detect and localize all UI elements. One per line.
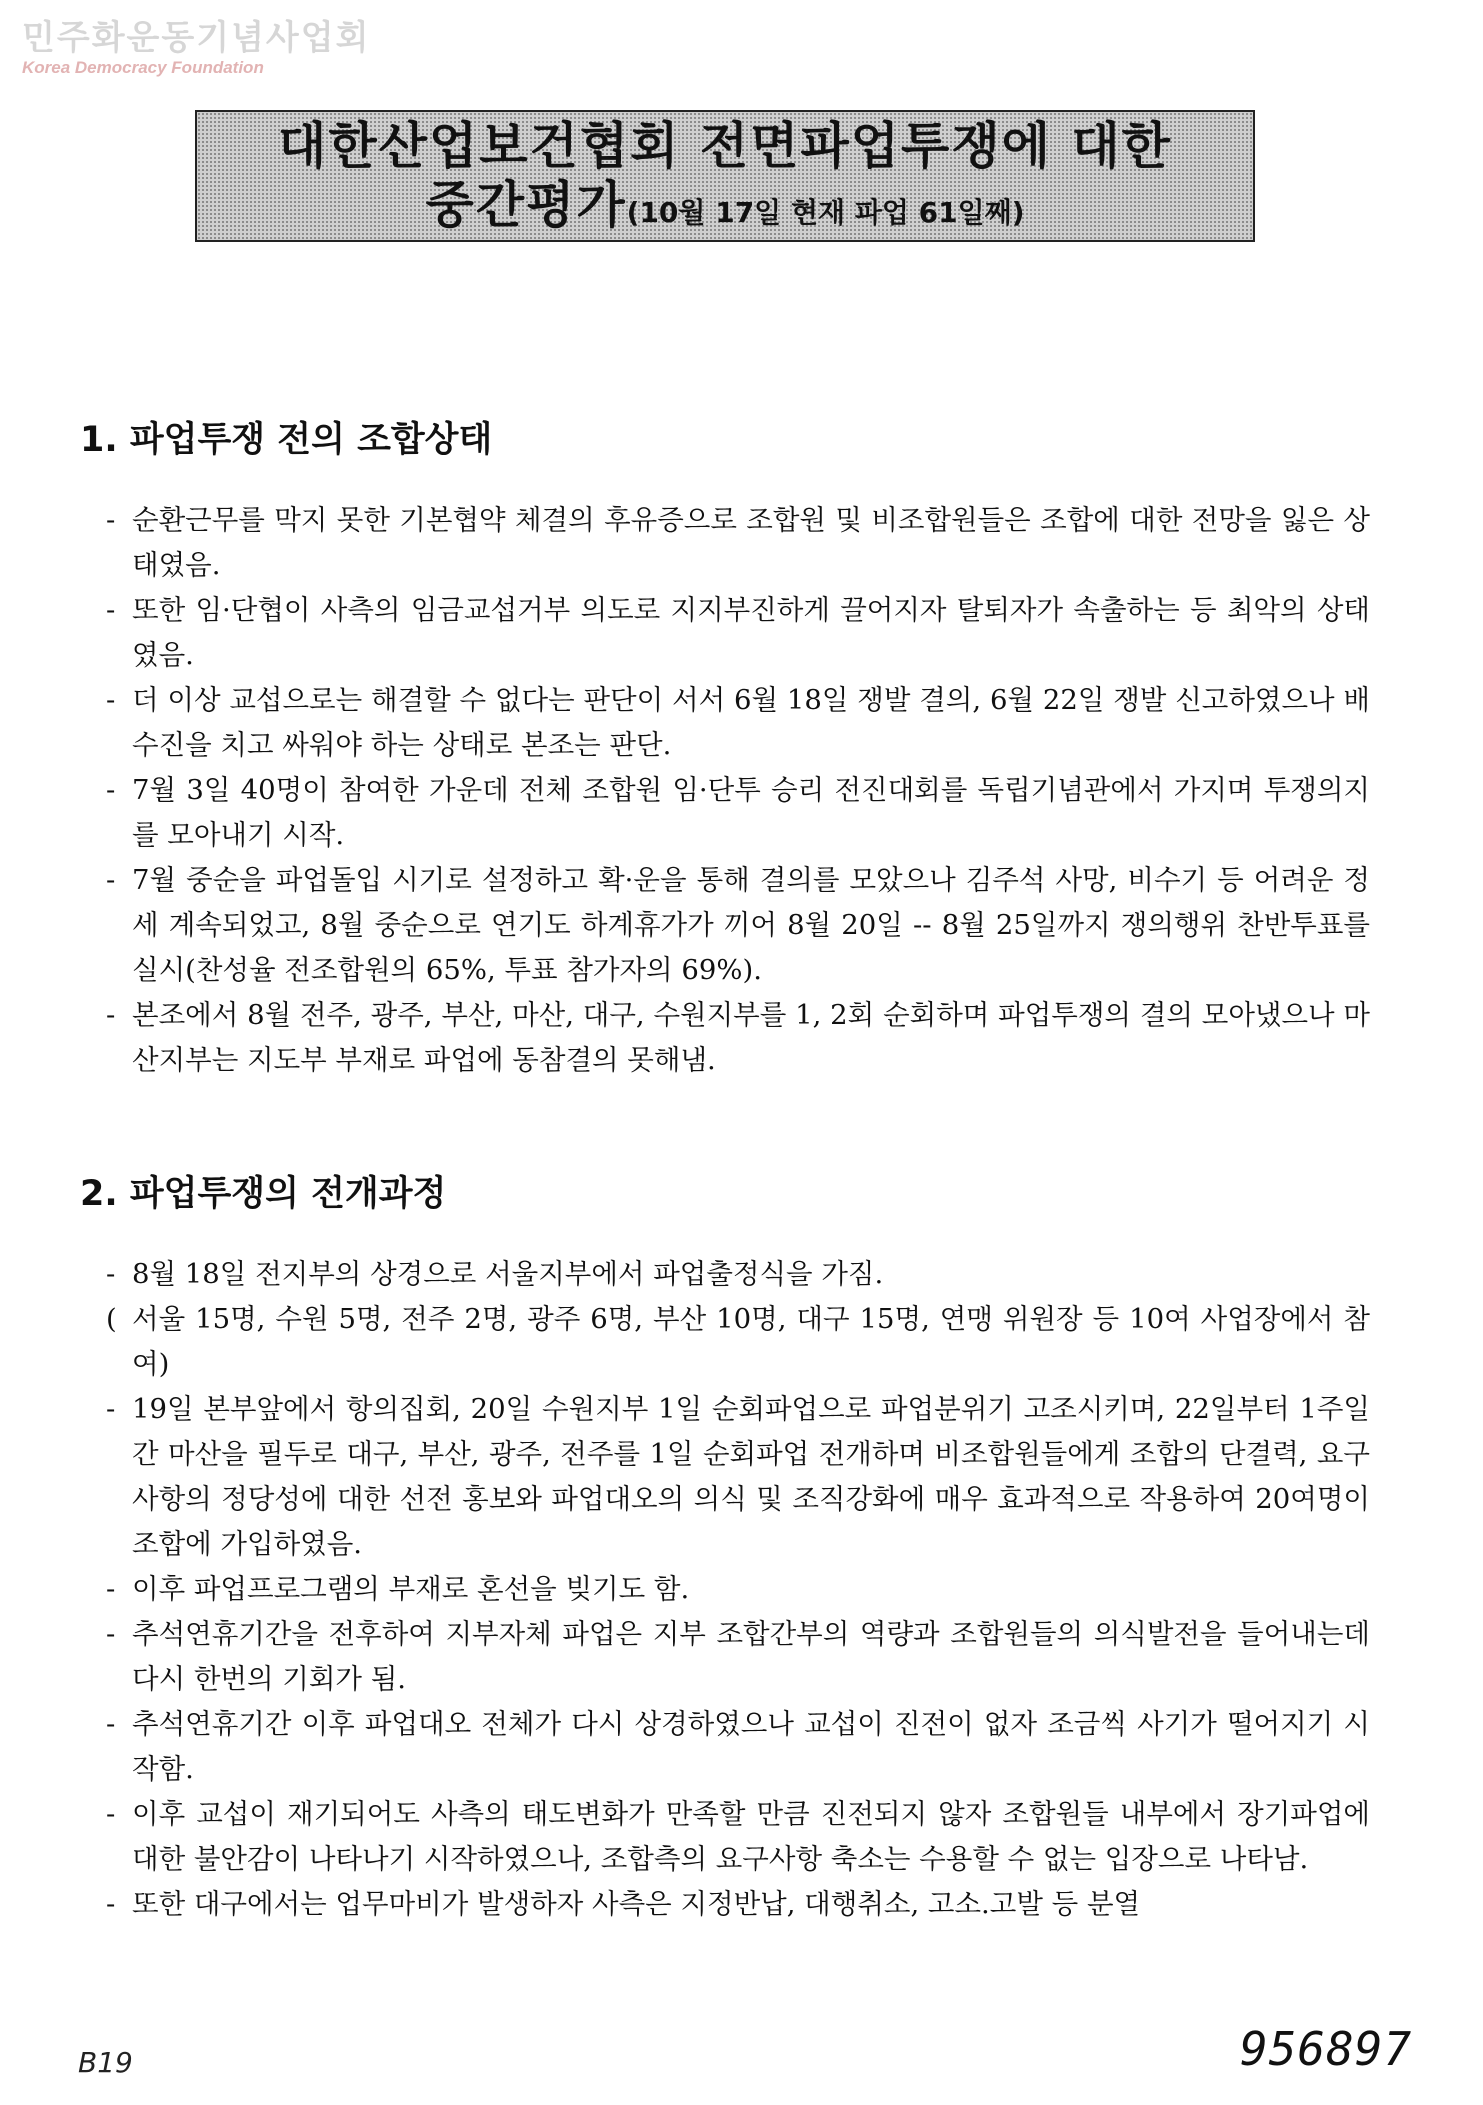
list-item: - 이후 파업프로그램의 부재로 혼선을 빚기도 함. (106, 1573, 690, 1605)
section-1 (80, 418, 1370, 1083)
document-number: 956897 (1240, 2022, 1413, 2076)
list-item: - 8월 18일 전지부의 상경으로 서울지부에서 파업출정식을 가짐. (106, 1258, 884, 1290)
section-2 (80, 1172, 1370, 1927)
title-line1: 대한산업보건협회 전면파업투쟁에 대한 (278, 117, 1172, 175)
section-2-items (80, 1252, 1370, 1927)
watermark (22, 18, 370, 78)
list-item: - 또한 대구에서는 업무마비가 발생하자 사측은 지정반납, 대행취소, 고소.고발 등 분열 (106, 1888, 1141, 1920)
list-item: - 7월 3일 40명이 참여한 가운데 전체 조합원 임·단투 승리 전진대회를 독립기념관에서 가지며 투쟁의지를 모아내기 시작. (106, 774, 1370, 851)
list-item: - 19일 본부앞에서 항의집회, 20일 수원지부 1일 순회파업으로 파업분위기 고조시키며, 22일부터 1주일간 마산을 필두로 대구, 부산, 광주, 전주를 1일 순회파업 전개하며 비조합원들에게 조합의 단결력, 요구사항의 정당성에 대한 선전 홍보와 파업대오의 의식 및 조직강화에 매우 효과적으로 작용하여 20여명이 조합에 가입하였음. (106, 1393, 1370, 1560)
list-item: - 7월 중순을 파업돌입 시기로 설정하고 확·운을 통해 결의를 모았으나 김주석 사망, 비수기 등 어려운 정세 계속되었고, 8월 중순으로 연기도 하계휴가가 끼어 8월 20일 -- 8월 25일까지 쟁의행위 찬반투표를 실시(찬성율 전조합원의 65%, 투표 참가자의 69%). (106, 864, 1370, 986)
title-line2 (197, 174, 1253, 244)
section-1-heading: 1. 파업투쟁 전의 조합상태 (80, 420, 493, 460)
list-item: - 또한 임·단협이 사측의 임금교섭거부 의도로 지지부진하게 끌어지자 탈퇴자가 속출하는 등 최악의 상태였음. (106, 594, 1370, 671)
list-item: - 순환근무를 막지 못한 기본협약 체결의 후유증으로 조합원 및 비조합원들은 조합에 대한 전망을 잃은 상태였음. (106, 504, 1370, 581)
title-box (195, 110, 1255, 242)
section-2-heading: 2. 파업투쟁의 전개과정 (80, 1174, 447, 1214)
page-code: B19 (78, 2046, 133, 2079)
watermark-korean: 민주화운동기념사업회 (22, 18, 371, 58)
title-subtitle: (10월 17일 현재 파업 61일째) (626, 196, 1025, 229)
list-item: - 이후 교섭이 재기되어도 사측의 태도변화가 만족할 만큼 진전되지 않자 조합원들 내부에서 장기파업에 대한 불안감이 나타나기 시작하였으나, 조합측의 요구사항 축소는 수용할 수 없는 입장으로 나타남. (106, 1798, 1370, 1875)
watermark-english: Korea Democracy Foundation (22, 58, 264, 77)
title-main: 중간평가 (425, 176, 627, 234)
list-item: - 추석연휴기간을 전후하여 지부자체 파업은 지부 조합간부의 역량과 조합원들의 의식발전을 들어내는데 다시 한번의 기회가 됨. (106, 1618, 1370, 1695)
list-item: - 본조에서 8월 전주, 광주, 부산, 마산, 대구, 수원지부를 1, 2회 순회하며 파업투쟁의 결의 모아냈으나 마산지부는 지도부 부재로 파업에 동참결의 못해냄. (106, 999, 1370, 1076)
list-item: - 더 이상 교섭으로는 해결할 수 없다는 판단이 서서 6월 18일 쟁발 결의, 6월 22일 쟁발 신고하였으나 배수진을 치고 싸워야 하는 상태로 본조는 판단. (106, 684, 1370, 761)
section-1-items (80, 498, 1370, 1083)
list-item: - 추석연휴기간 이후 파업대오 전체가 다시 상경하였으나 교섭이 진전이 없자 조금씩 사기가 떨어지기 시작함. (106, 1708, 1370, 1785)
list-item: ( 서울 15명, 수원 5명, 전주 2명, 광주 6명, 부산 10명, 대구 15명, 연맹 위원장 등 10여 사업장에서 참여) (106, 1303, 1370, 1380)
